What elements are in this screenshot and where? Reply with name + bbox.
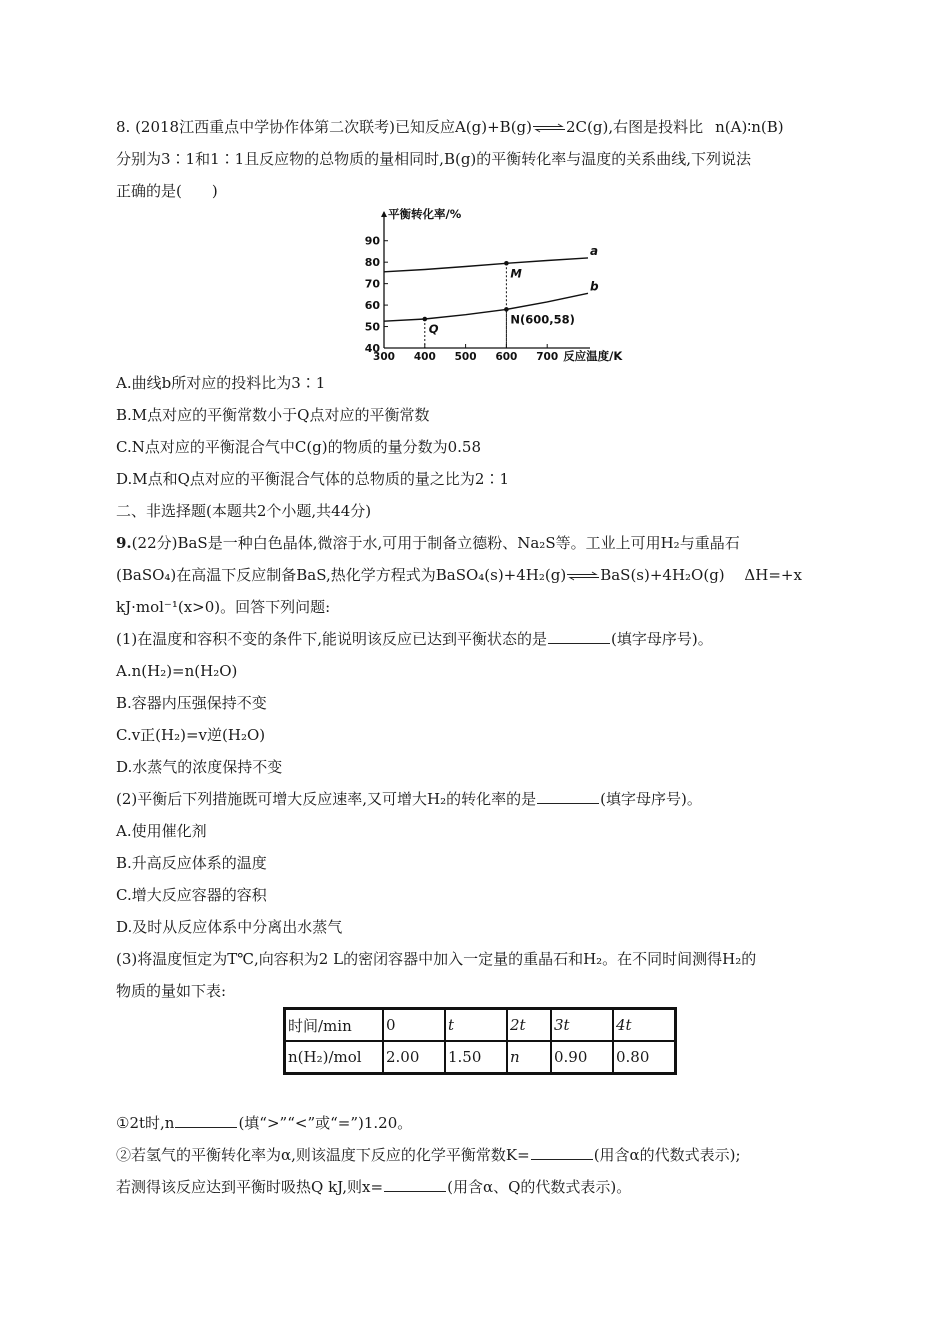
answer-blank[interactable] bbox=[537, 789, 599, 804]
table-row bbox=[285, 1041, 676, 1074]
answer-blank[interactable] bbox=[175, 1113, 237, 1128]
q8-option-a: A.曲线b所对应的投料比为3∶1 bbox=[116, 374, 326, 392]
table-header-cell: 时间/min bbox=[285, 1009, 384, 1042]
answer-blank[interactable] bbox=[531, 1145, 593, 1160]
q8-line1-part-b: 2C(g),右图是投料比 bbox=[566, 118, 704, 136]
q9-line2 bbox=[116, 565, 802, 585]
q9-part2-tail: (填字母序号)。 bbox=[600, 790, 702, 808]
table-row bbox=[285, 1009, 676, 1042]
y-tick-label: 50 bbox=[364, 320, 380, 334]
q9-line3: kJ·mol⁻¹(x>0)。回答下列问题: bbox=[116, 598, 331, 616]
y-axis-arrow-icon bbox=[381, 211, 387, 217]
q9-p2-option-c: C.增大反应容器的容积 bbox=[116, 886, 267, 904]
point-Q bbox=[423, 317, 428, 322]
x-axis-title: 反应温度/K bbox=[563, 349, 623, 363]
table-header-cell: 3t bbox=[551, 1009, 613, 1042]
equilibrium-arrow-icon bbox=[566, 572, 600, 580]
q9-sub3-tail: (用含α、Q的代数式表示)。 bbox=[447, 1178, 632, 1196]
answer-blank[interactable] bbox=[384, 1177, 446, 1192]
answer-blank[interactable] bbox=[548, 629, 610, 644]
table-cell: n(H₂)/mol bbox=[285, 1041, 384, 1074]
x-tick-label: 700 bbox=[536, 351, 559, 363]
q9-part1 bbox=[116, 629, 713, 649]
table-header-cell: 4t bbox=[613, 1009, 676, 1042]
table-header-cell: 0 bbox=[383, 1009, 445, 1042]
q9-part2 bbox=[116, 789, 702, 809]
q9-p2-option-b: B.升高反应体系的温度 bbox=[116, 854, 267, 872]
y-tick-label: 60 bbox=[364, 299, 380, 313]
table-cell: 2.00 bbox=[383, 1041, 445, 1074]
q9-sub1-tail: (填“>”“<”或“=”)1.20。 bbox=[238, 1114, 413, 1132]
table-header-cell: 2t bbox=[507, 1009, 551, 1042]
point-label: N(600,58) bbox=[510, 312, 575, 327]
q9-p1-option-d: D.水蒸气的浓度保持不变 bbox=[116, 758, 283, 776]
y-axis-title: 平衡转化率/% bbox=[388, 207, 462, 221]
q8-line3: 正确的是( ) bbox=[116, 182, 218, 200]
table-cell: n bbox=[507, 1041, 551, 1074]
x-tick-label: 300 bbox=[373, 351, 395, 363]
q8-line1 bbox=[116, 117, 784, 137]
x-tick-label: 400 bbox=[413, 351, 436, 363]
series-label-b: b bbox=[590, 279, 599, 294]
q9-sub2 bbox=[116, 1145, 741, 1165]
equilibrium-arrow-icon bbox=[532, 124, 566, 132]
h2-amount-table bbox=[283, 1007, 677, 1075]
q9-part3-line2: 物质的量如下表: bbox=[116, 982, 227, 1000]
q9-part2-text: (2)平衡后下列措施既可增大反应速率,又可增大H₂的转化率的是 bbox=[116, 790, 537, 808]
q9-sub2-text: ②若氢气的平衡转化率为α,则该温度下反应的化学平衡常数K= bbox=[116, 1146, 530, 1164]
q9-sub3-text: 若测得该反应达到平衡时吸热Q kJ,则x= bbox=[116, 1178, 384, 1196]
table-cell: 1.50 bbox=[445, 1041, 507, 1074]
q9-intro-text: (22分)BaS是一种白色晶体,微溶于水,可用于制备立德粉、Na₂S等。工业上可用H₂与重晶石 bbox=[131, 534, 740, 552]
q9-p1-option-a: A.n(H₂)=n(H₂O) bbox=[116, 662, 238, 680]
q8-option-d: D.M点和Q点对应的平衡混合气体的总物质的量之比为2∶1 bbox=[116, 470, 510, 488]
q8-option-b: B.M点对应的平衡常数小于Q点对应的平衡常数 bbox=[116, 406, 430, 424]
q8-line2: 分别为3∶1和1∶1且反应物的总物质的量相同时,B(g)的平衡转化率与温度的关系曲线,下列说法 bbox=[116, 150, 752, 168]
table-cell: 0.90 bbox=[551, 1041, 613, 1074]
point-M bbox=[504, 261, 509, 266]
q9-equation-part-b: BaS(s)+4H₂O(g) ΔH=+x bbox=[600, 566, 802, 584]
q9-part3-line1: (3)将温度恒定为T℃,向容积为2 L的密闭容器中加入一定量的重晶石和H₂。在不同时间测得H₂的 bbox=[116, 950, 757, 968]
conversion-chart bbox=[362, 207, 623, 368]
q9-line1 bbox=[116, 533, 740, 553]
y-tick-label: 80 bbox=[364, 256, 380, 270]
point-N(600,58) bbox=[504, 307, 509, 312]
q9-p1-option-b: B.容器内压强保持不变 bbox=[116, 694, 267, 712]
q9-p2-option-a: A.使用催化剂 bbox=[116, 822, 207, 840]
x-tick-label: 500 bbox=[454, 351, 477, 363]
q9-p2-option-d: D.及时从反应体系中分离出水蒸气 bbox=[116, 918, 343, 936]
x-tick-label: 600 bbox=[495, 351, 518, 363]
q9-part1-text: (1)在温度和容积不变的条件下,能说明该反应已达到平衡状态的是 bbox=[116, 630, 548, 648]
q9-equation-part-a: (BaSO₄)在高温下反应制备BaS,热化学方程式为BaSO₄(s)+4H₂(g) bbox=[116, 566, 567, 584]
series-line-a bbox=[384, 258, 588, 272]
y-tick-label: 40 bbox=[364, 342, 380, 355]
q8-option-c: C.N点对应的平衡混合气中C(g)的物质的量分数为0.58 bbox=[116, 438, 482, 456]
section-heading: 二、非选择题(本题共2个小题,共44分) bbox=[116, 502, 372, 520]
series-label-a: a bbox=[590, 243, 599, 258]
y-tick-label: 90 bbox=[364, 234, 380, 248]
table-header-cell: t bbox=[445, 1009, 507, 1042]
q9-sub3 bbox=[116, 1177, 631, 1197]
q9-sub1-text: ①2t时,n bbox=[116, 1114, 175, 1132]
q9-sub1 bbox=[116, 1113, 412, 1133]
point-label: Q bbox=[428, 322, 439, 337]
q9-number: 9. bbox=[116, 534, 132, 552]
q9-p1-option-c: C.v正(H₂)=v逆(H₂O) bbox=[116, 726, 266, 744]
y-tick-label: 70 bbox=[364, 277, 380, 291]
q9-part1-tail: (填字母序号)。 bbox=[611, 630, 713, 648]
q8-line1-part-a: 8. (2018江西重点中学协作体第二次联考)已知反应A(g)+B(g) bbox=[116, 118, 532, 136]
table-cell: 0.80 bbox=[613, 1041, 676, 1074]
q9-sub2-tail: (用含α的代数式表示); bbox=[593, 1146, 741, 1164]
point-label: M bbox=[510, 266, 522, 281]
q8-ratio-text: n(A)∶n(B) bbox=[715, 118, 784, 136]
